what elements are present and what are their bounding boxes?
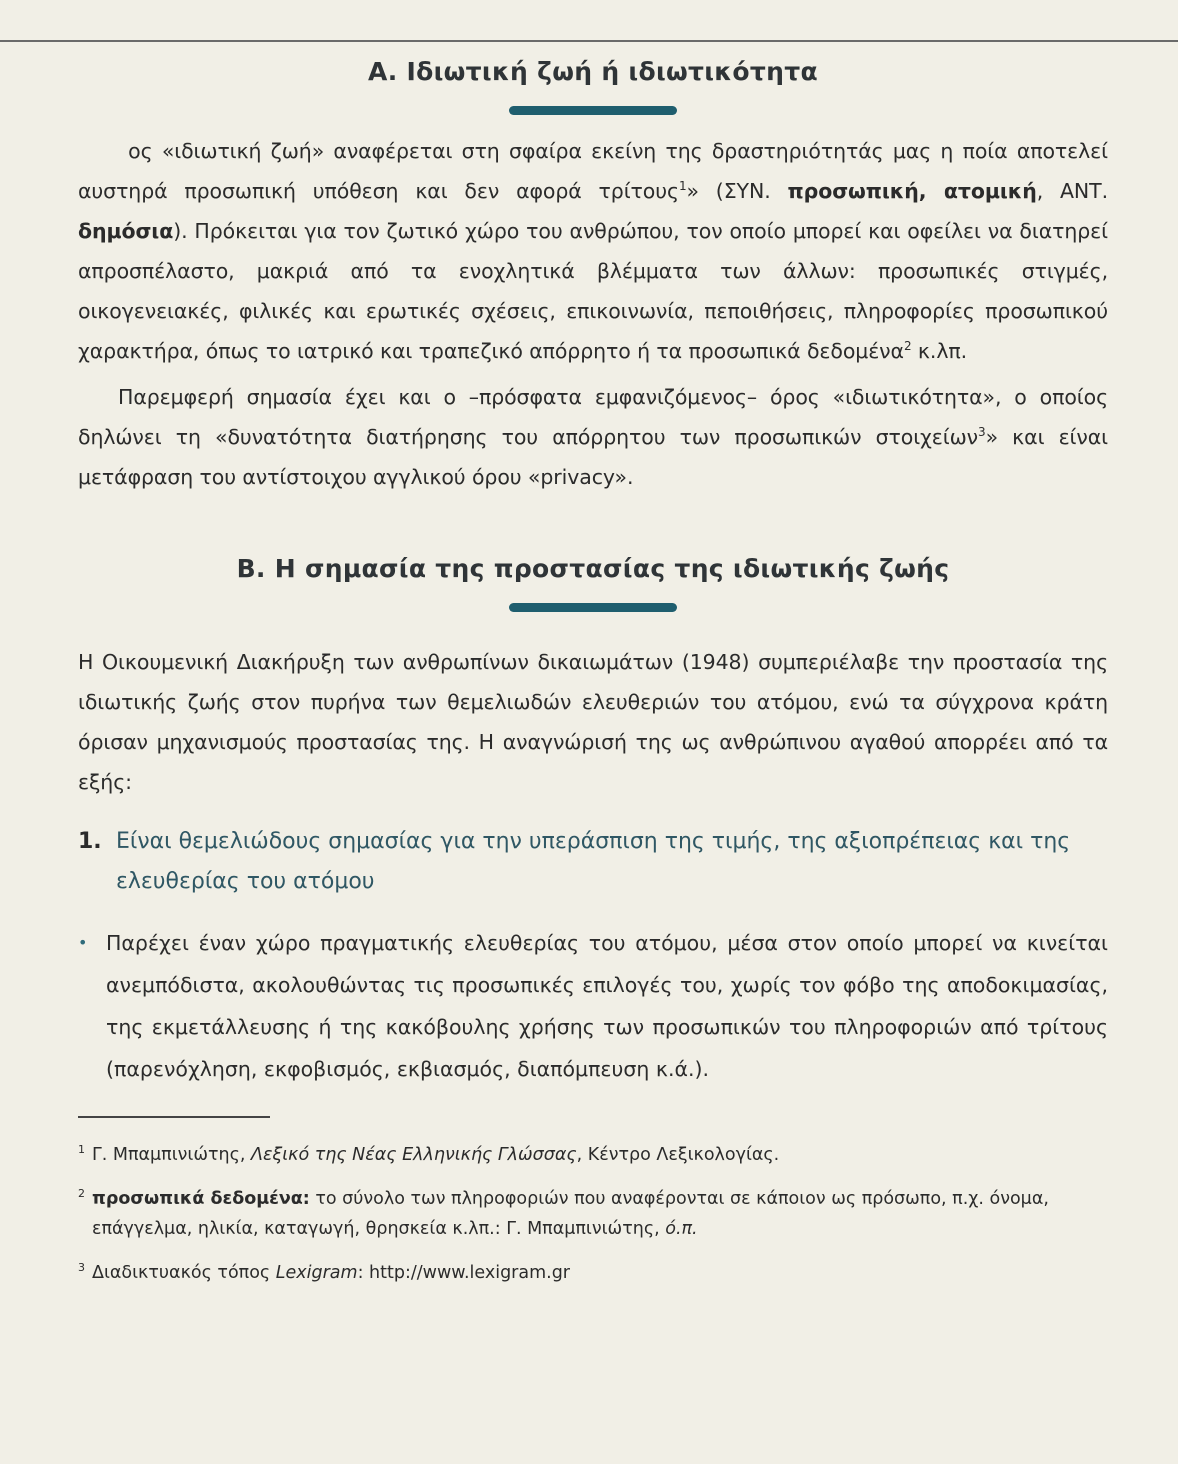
section-a-heading — [78, 52, 1108, 92]
section-a-paragraph-1 — [78, 131, 1108, 371]
bullet-text: Παρέχει έναν χώρο πραγματικής ελευθερίας του ατόμου, μέσα στον οποίο μπορεί να κινείται ανεμπόδιστα, ακολουθώντας τις προσωπικές επιλογές του, χωρίς τον φόβο της αποδοκιμασίας, της εκμετάλλευσης ή της κακόβουλης χρήσης των προσωπικών του πληροφοριών από τρίτους (παρενόχληση, εκφοβισμός, εκβιασμός, διαπόμπευση κ.ά.). — [106, 931, 1108, 1081]
text-run: κ.λπ. — [911, 339, 968, 363]
bullet-item — [78, 922, 1108, 1090]
text-run: ος «ιδιωτική ζωή» αναφέρεται στη σφαίρα εκείνη της δραστηριότητάς μας η ποία αποτελεί αυστηρά προσωπική υπόθεση και δεν αφορά τρίτους — [78, 139, 1108, 203]
footnote-rule — [78, 1116, 270, 1118]
text-run: Γ. Μπαμπινιώτης, — [92, 1144, 252, 1165]
document-page — [78, 52, 1108, 1302]
italic-ref: ό.π. — [665, 1218, 698, 1239]
footnote-1 — [78, 1140, 1108, 1170]
numbered-item-1 — [78, 822, 1108, 902]
footnote-mark: 2 — [78, 1186, 85, 1200]
item-number: 1. — [78, 829, 102, 854]
bold-term: δημόσια — [78, 219, 174, 243]
text-run: » (ΣΥΝ. — [686, 179, 788, 203]
bullet-icon: • — [78, 933, 88, 952]
text-run: ). Πρόκειται για τον ζωτικό χώρο του ανθρώπου, τον οποίο μπορεί και οφείλει να διατηρεί απροσπέλαστο, μακριά από τα ενοχλητικά βλέμματα των άλλων: προσωπικές στιγμές, οικογενειακές, φιλικές και ερωτικές σχέσεις, επικοινωνία, πεποιθήσεις, πληροφορίες προσωπικού χαρακτήρα, όπως το ιατρικό και τραπεζικό απόρρητο ή τα προσωπικά δεδομένα — [78, 219, 1108, 363]
section-b-divider — [509, 603, 677, 612]
text-run: , Κέντρο Λεξικολογίας. — [576, 1144, 780, 1165]
footnote-mark: 1 — [78, 1142, 85, 1156]
footnotes — [78, 1140, 1108, 1288]
footnote-2 — [78, 1184, 1108, 1244]
text-run: : http://www.lexigram.gr — [357, 1262, 571, 1283]
footnote-mark: 3 — [78, 1260, 85, 1274]
section-b-letter: Β. — [236, 554, 266, 583]
section-a-letter: Α. — [368, 57, 398, 86]
text-run: » και είναι μετάφραση του αντίστοιχου αγγλικού όρου «privacy». — [78, 425, 1108, 489]
italic-title: Λεξικό της Νέας Ελληνικής Γλώσσας — [251, 1144, 577, 1165]
bold-term: προσωπική, ατομική — [787, 179, 1037, 203]
text-run: , ΑΝΤ. — [1036, 179, 1108, 203]
section-b-title: Η σημασία της προστασίας της ιδιωτικής ζωής — [274, 554, 950, 583]
section-b-heading — [78, 549, 1108, 589]
item-text: Είναι θεμελιώδους σημασίας για την υπεράσπιση της τιμής, της αξιοπρέπειας και της ελευθερίας του ατόμου — [116, 829, 1071, 894]
section-a-divider — [509, 106, 677, 115]
section-a-paragraph-2 — [78, 377, 1108, 497]
section-a-title: Ιδιωτική ζωή ή ιδιωτικότητα — [406, 57, 818, 86]
text-run: το σύνολο των πληροφοριών που αναφέρονται σε κάποιον ως πρόσωπο, π.χ. όνομα, επάγγελμα, ηλικία, καταγωγή, θρησκεία κ.λπ.: Γ. Μπαμπινιώτης, — [92, 1188, 1049, 1239]
footnote-ref-2: 2 — [903, 339, 912, 354]
bold-term: προσωπικά δεδομένα: — [92, 1188, 310, 1209]
text-run: Παρεμφερή σημασία έχει και ο –πρόσφατα εμφανιζόμενος– όρος «ιδιωτικότητα», ο οποίος δηλώνει τη «δυνατότητα διατήρησης του απόρρητου των προσωπικών στοιχείων — [78, 385, 1108, 449]
italic-site: Lexigram — [275, 1262, 358, 1283]
text-run: Διαδικτυακός τόπος — [92, 1262, 276, 1283]
top-rule — [0, 40, 1178, 42]
footnote-ref-3: 3 — [978, 425, 986, 440]
section-b-intro: Η Οικουμενική Διακήρυξη των ανθρωπίνων δικαιωμάτων (1948) συμπεριέλαβε την προστασία της ιδιωτικής ζωής στον πυρήνα των θεμελιωδών ελευθεριών του ατόμου, ενώ τα σύγχρονα κράτη όρισαν μηχανισμούς προστασίας της. Η αναγνώρισή της ως ανθρώπινου αγαθού απορρέει από τα εξής: — [78, 650, 1108, 794]
footnote-ref-1: 1 — [678, 179, 687, 194]
footnote-3 — [78, 1258, 1108, 1288]
